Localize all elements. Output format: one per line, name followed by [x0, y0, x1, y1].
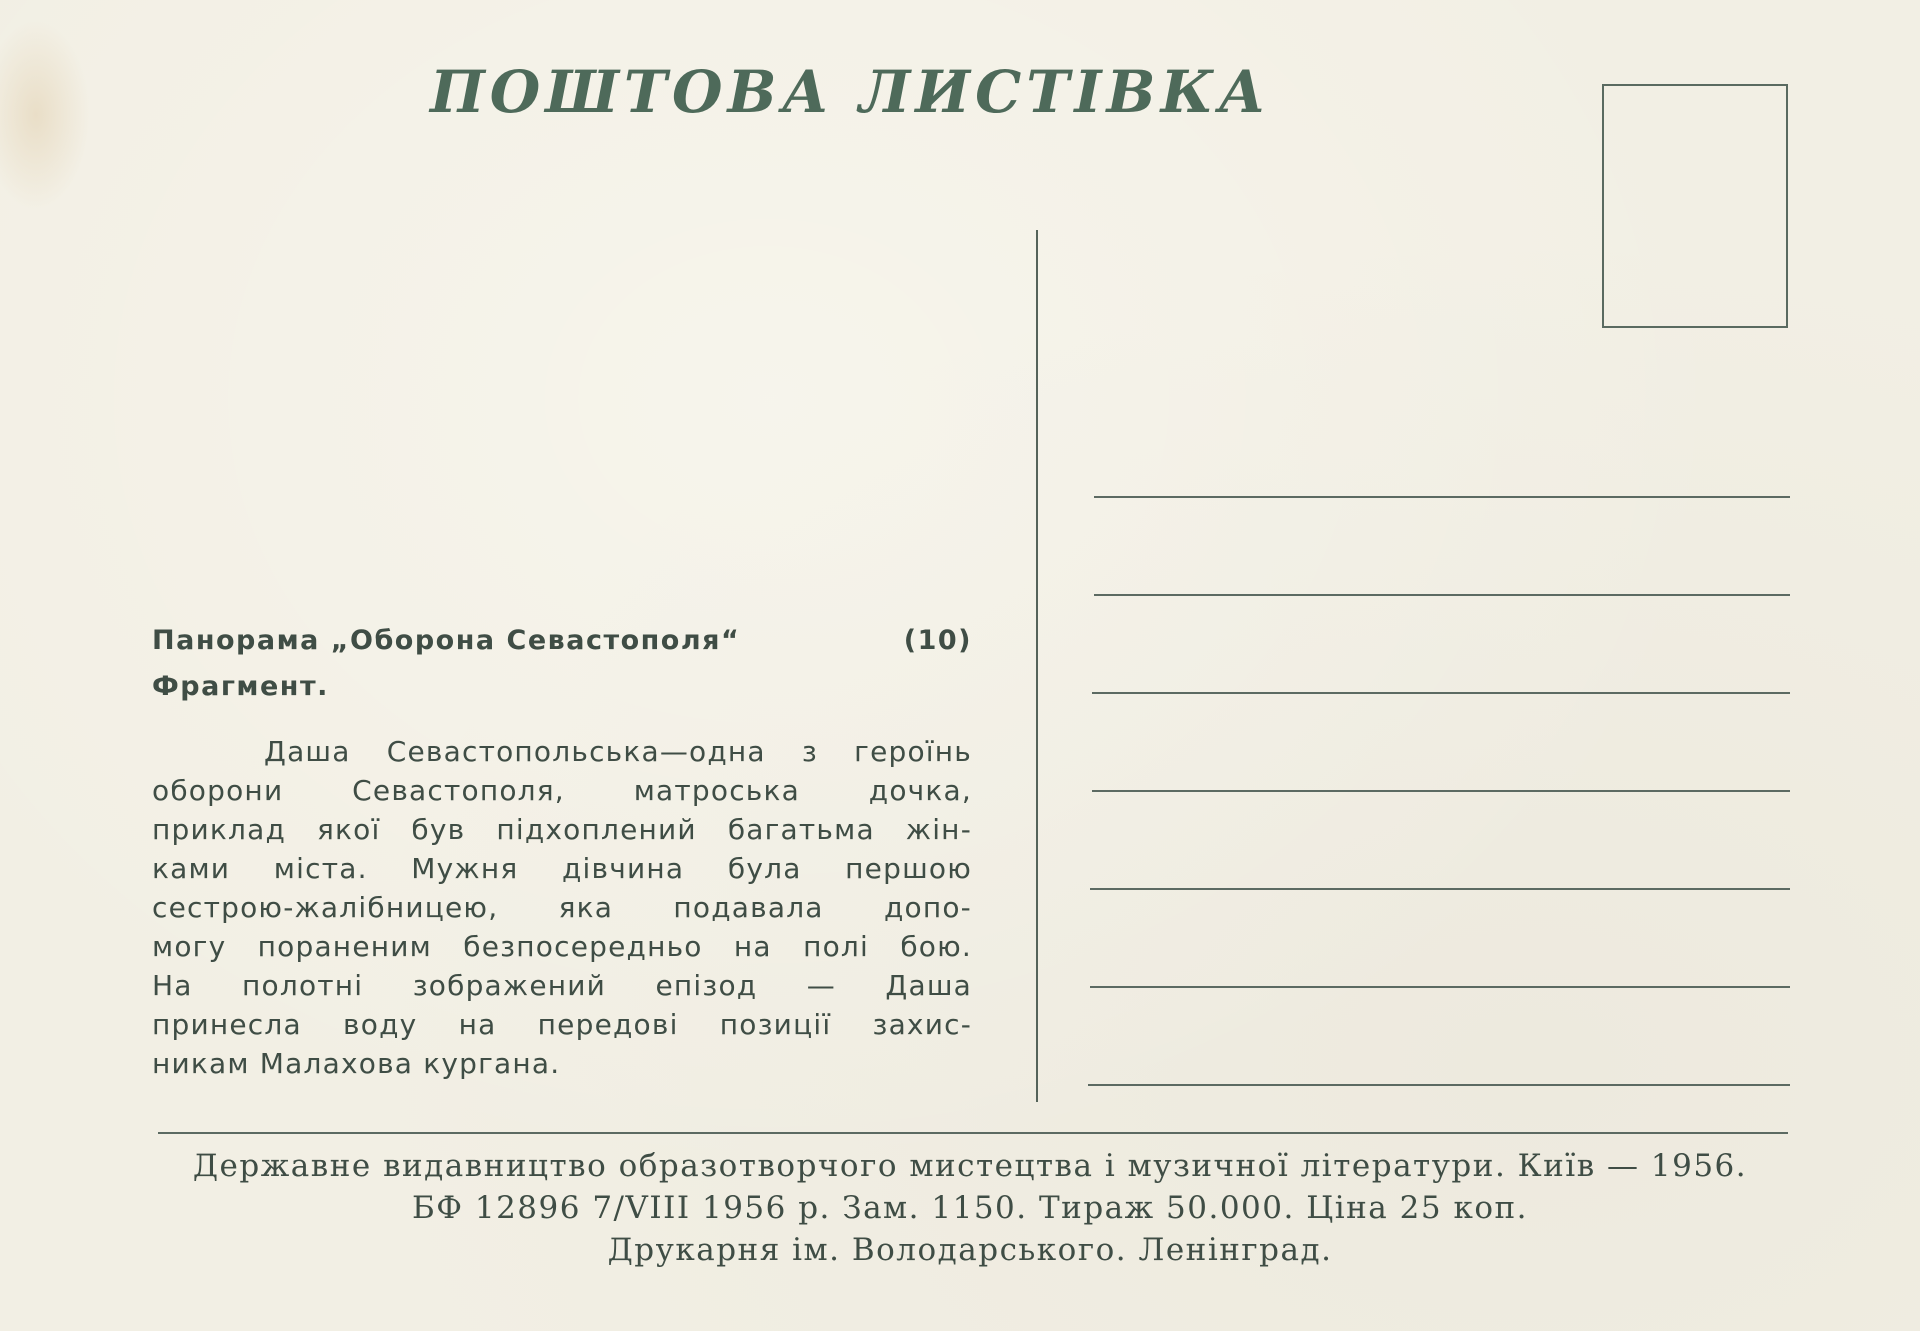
address-line	[1088, 1084, 1790, 1086]
address-line	[1090, 888, 1790, 890]
center-divider	[1036, 230, 1038, 1102]
stamp-box	[1602, 84, 1788, 328]
description-line: оборони Севастополя, матроська дочка,	[152, 774, 972, 807]
address-line	[1094, 594, 1790, 596]
address-line	[1092, 692, 1790, 694]
paper-stain	[0, 20, 90, 210]
caption-title	[152, 618, 972, 664]
description-line: Даша Севастопольська—одна з героїнь	[264, 735, 972, 768]
postcard-title: ПОШТОВА ЛИСТІВКА	[430, 58, 1271, 126]
description-line: никам Малахова кургана.	[152, 1047, 561, 1080]
description-line: могу пораненим безпосередньо на полі бою.	[152, 930, 972, 963]
description-line: сестрою-жалібницею, яка подавала допо-	[152, 891, 972, 924]
imprint-printer: Друкарня ім. Володарського. Ленінград.	[607, 1232, 1333, 1268]
imprint-details: БФ 12896 7/VIII 1956 р. Зам. 1150. Тираж 50.000. Ціна 25 коп.	[411, 1190, 1528, 1226]
address-line	[1094, 496, 1790, 498]
caption-heading: Панорама „Оборона Севастополя“	[152, 625, 741, 656]
imprint-publisher: Державне видавництво образотворчого мистецтва і музичної літератури. Київ — 1956.	[192, 1148, 1748, 1184]
address-line	[1090, 986, 1790, 988]
caption-subtitle: Фрагмент.	[152, 671, 329, 702]
description-line: ками міста. Мужня дівчина була першою	[152, 852, 972, 885]
description-line: принесла воду на передові позиції захис-	[152, 1008, 972, 1041]
description-line: приклад якої був підхоплений багатьма жін-	[152, 813, 972, 846]
address-line	[1092, 790, 1790, 792]
imprint-rule	[158, 1132, 1788, 1134]
caption-number: (10)	[903, 625, 972, 656]
description-line: На полотні зображений епізод — Даша	[152, 969, 972, 1002]
description-text	[152, 732, 972, 1083]
